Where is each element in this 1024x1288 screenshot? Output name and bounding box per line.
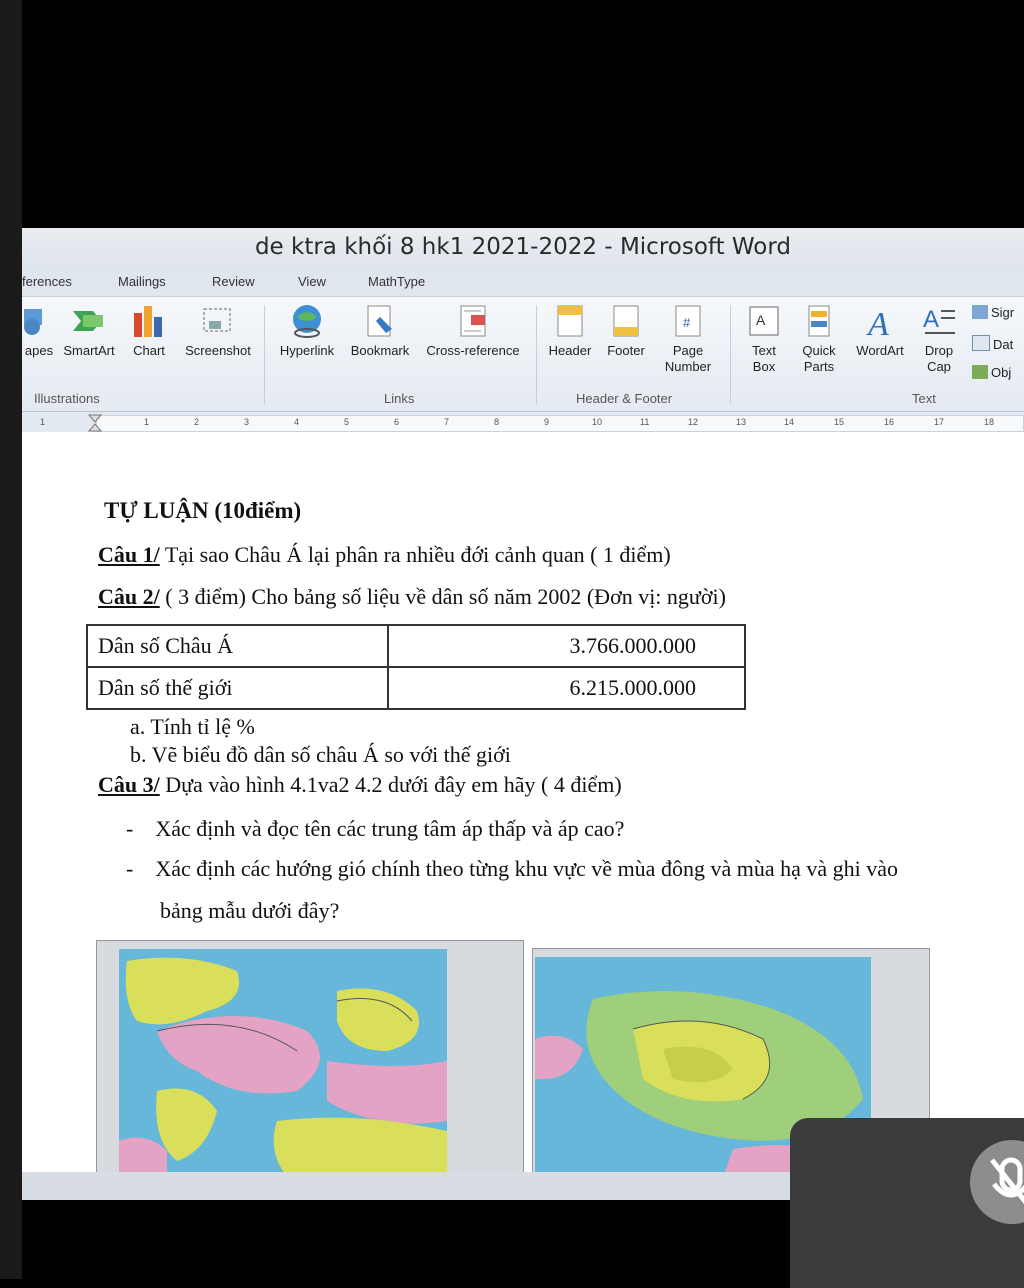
footer-button[interactable]: Footer xyxy=(600,303,652,359)
text-box-button[interactable]: A Text Box xyxy=(738,303,790,375)
object-icon xyxy=(972,365,988,379)
hyperlink-button[interactable]: Hyperlink xyxy=(272,303,342,359)
bookmark-button[interactable]: Bookmark xyxy=(344,303,416,359)
text-box-icon xyxy=(746,303,782,339)
date-time-button[interactable]: Dat xyxy=(972,335,1013,352)
map-figure-4-1 xyxy=(96,940,524,1178)
separator xyxy=(264,305,265,405)
footer-icon xyxy=(608,303,644,339)
shapes-icon xyxy=(22,303,58,339)
cross-reference-icon xyxy=(455,303,491,339)
group-text: Text xyxy=(912,391,936,406)
signature-icon xyxy=(972,305,988,319)
page-number-icon xyxy=(670,303,706,339)
header-icon xyxy=(552,303,588,339)
bullet-2: - Xác định các hướng gió chính theo từng khu vực về mùa đông và mùa hạ và ghi vào xyxy=(126,856,898,881)
question-1: Câu 1/ Tại sao Châu Á lại phân ra nhiều đới cảnh quan ( 1 điểm) xyxy=(98,542,671,567)
table-cell-value: 3.766.000.000 xyxy=(388,625,745,667)
table-row xyxy=(87,667,745,709)
document-page[interactable] xyxy=(22,432,1024,1172)
section-heading: TỰ LUẬN (10điểm) xyxy=(104,498,302,523)
svg-text:A: A xyxy=(756,312,766,328)
drop-cap-button[interactable]: A Drop Cap xyxy=(914,303,964,375)
question-2-a: a. Tính tỉ lệ % xyxy=(130,714,255,739)
ribbon-tabs xyxy=(22,266,1024,296)
group-illustrations: Illustrations xyxy=(34,391,100,406)
bookmark-icon xyxy=(362,303,398,339)
wordart-button[interactable]: A WordArt xyxy=(848,303,912,359)
cross-reference-button[interactable]: Cross-reference xyxy=(418,303,528,359)
drop-cap-icon xyxy=(921,303,957,339)
chart-button[interactable]: Chart xyxy=(126,303,172,359)
pressure-map-winter xyxy=(97,941,523,1177)
window-title: de ktra khối 8 hk1 2021-2022 - Microsoft Word xyxy=(22,228,1024,266)
chart-icon xyxy=(131,303,167,339)
horizontal-ruler[interactable]: 1 1 2 3 4 5 6 7 8 9 10 11 12 13 14 15 16 17 18 xyxy=(22,412,1024,435)
question-2-b: b. Vẽ biểu đồ dân số châu Á so với thế giới xyxy=(130,742,511,767)
svg-text:A: A xyxy=(868,306,889,339)
screenshot-icon xyxy=(200,303,236,339)
tab-review[interactable]: Review xyxy=(212,274,255,289)
tab-view[interactable]: View xyxy=(298,274,326,289)
object-button[interactable]: Obj xyxy=(972,365,1011,380)
svg-text:A: A xyxy=(923,306,940,333)
tab-references[interactable]: ferences xyxy=(22,274,72,289)
page-number-button[interactable]: # Page Number xyxy=(654,303,722,375)
group-header-footer: Header & Footer xyxy=(576,391,673,406)
tab-mathtype[interactable]: MathType xyxy=(368,274,426,289)
table-row xyxy=(87,625,745,667)
population-table xyxy=(86,624,746,710)
separator xyxy=(536,305,537,405)
table-cell-value: 6.215.000.000 xyxy=(388,667,745,709)
header-button[interactable]: Header xyxy=(542,303,598,359)
screenshot-button[interactable]: Screenshot xyxy=(178,303,258,359)
ribbon xyxy=(22,296,1024,412)
indent-marker-icon[interactable] xyxy=(88,414,102,432)
tab-mailings[interactable]: Mailings xyxy=(118,274,166,289)
smartart-icon xyxy=(71,303,107,339)
left-edge xyxy=(0,0,22,1279)
group-links: Links xyxy=(384,391,415,406)
table-cell-label: Dân số thế giới xyxy=(87,667,388,709)
bullet-1: - Xác định và đọc tên các trung tâm áp thấp và áp cao? xyxy=(126,816,625,841)
question-2: Câu 2/ ( 3 điểm) Cho bảng số liệu về dân số năm 2002 (Đơn vị: người) xyxy=(98,584,726,609)
quick-parts-button[interactable]: Quick Parts xyxy=(792,303,846,375)
signature-line-button[interactable]: Sigr xyxy=(972,305,1014,320)
quick-parts-icon xyxy=(801,303,837,339)
hyperlink-icon xyxy=(289,303,325,339)
bullet-2-continuation: bảng mẫu dưới đây? xyxy=(160,898,340,923)
shapes-button[interactable]: apes xyxy=(22,303,56,359)
separator xyxy=(730,305,731,405)
word-window xyxy=(22,228,1024,1200)
calendar-icon xyxy=(972,335,990,351)
svg-text:#: # xyxy=(683,315,691,330)
smartart-button[interactable]: SmartArt xyxy=(58,303,120,359)
mute-button[interactable] xyxy=(970,1140,1024,1224)
question-3: Câu 3/ Dựa vào hình 4.1va2 4.2 dưới đây em hãy ( 4 điểm) xyxy=(98,772,622,797)
table-cell-label: Dân số Châu Á xyxy=(87,625,388,667)
wordart-icon xyxy=(862,303,898,339)
mic-off-icon xyxy=(970,1140,1024,1224)
